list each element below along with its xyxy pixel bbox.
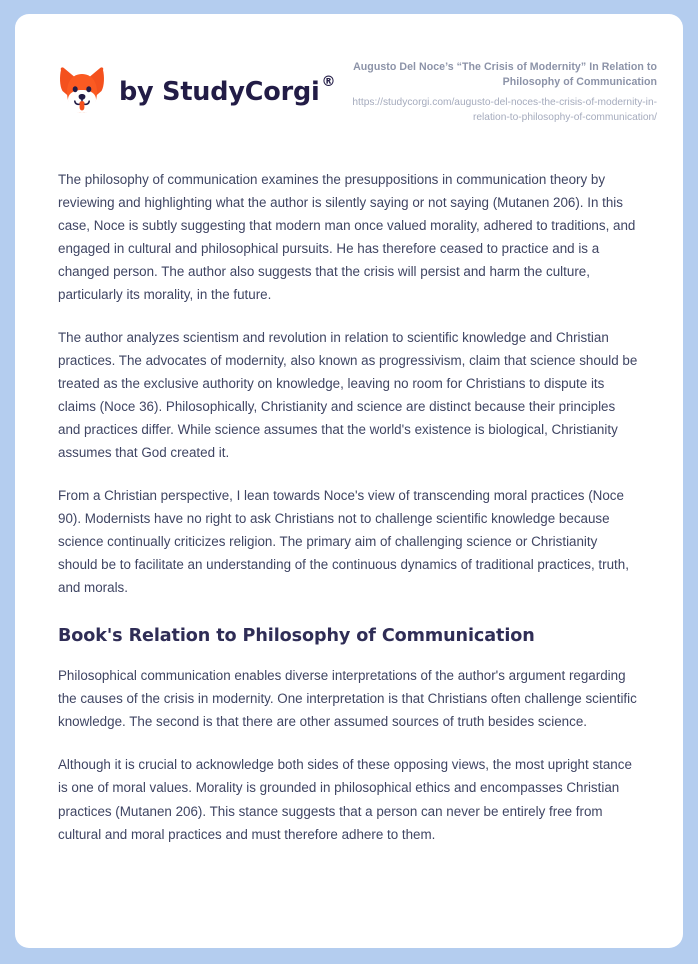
paragraph-5: Although it is crucial to acknowledge both sides of these opposing views, the most upright stance is one of moral values. Morality is grounded in philosophical ethics and encompasses Christian practices (Mutanen 206). This stance suggests that a person can never be entirely free from cultural and moral practices and must therefore adhere to them.: [58, 757, 632, 842]
document-title: Augusto Del Noce’s “The Crisis of Modernity” In Relation to Philosophy of Communication: [353, 61, 657, 89]
document-header: [15, 14, 683, 126]
header-meta: [335, 58, 657, 126]
document-url[interactable]: https://studycorgi.com/augusto-del-noces-the-crisis-of-modernity-in-relation-to-philosophy-of-communication/: [352, 97, 657, 123]
section-heading-book-relation: Book's Relation to Philosophy of Communication: [58, 626, 535, 647]
brand-name-text: by StudyCorgi: [119, 76, 320, 107]
registered-trademark-icon: ®: [321, 74, 336, 91]
corgi-face-icon: [58, 66, 106, 118]
paragraph-1: The philosophy of communication examines the presuppositions in communication theory by reviewing and highlighting what the author is silently saying or not saying (Mutanen 206). In this case, Noce is subtly suggesting that modern man once valued morality, adhered to traditions, and engaged in cultural and philosophical pursuits. He has therefore ceased to practice and is a changed person. The author also suggests that the crisis will persist and harm the culture, particularly its morality, in the future.: [58, 171, 636, 302]
brand-name: [119, 74, 336, 107]
document-page-card: [15, 14, 683, 948]
paragraph-4: Philosophical communication enables diverse interpretations of the author's argument regarding the causes of the crisis in modernity. One interpretation is that Christians often challenge scientific knowledge. The second is that there are other assumed sources of truth besides science.: [58, 668, 637, 730]
document-body: [15, 168, 683, 846]
paragraph-3: From a Christian perspective, I lean towards Noce's view of transcending moral practices (Noce 90). Modernists have no right to ask Christians not to challenge scientific knowledge because science continually criticizes religion. The primary aim of challenging science or Christianity should be to facilitate an understanding of the continuous dynamics of traditional practices, truth, and morals.: [58, 488, 629, 596]
studycorgi-brand: [58, 66, 335, 118]
paragraph-2: The author analyzes scientism and revolution in relation to scientific knowledge and Christian practices. The advocates of modernity, also known as progressivism, claim that science should be treated as the exclusive authority on knowledge, leaving no room for Christians to dispute its claims (Noce 36). Philosophically, Christianity and science are distinct because their principles and practices differ. While science assumes that the world's existence is biological, Christianity assumes that God created it.: [58, 329, 638, 461]
